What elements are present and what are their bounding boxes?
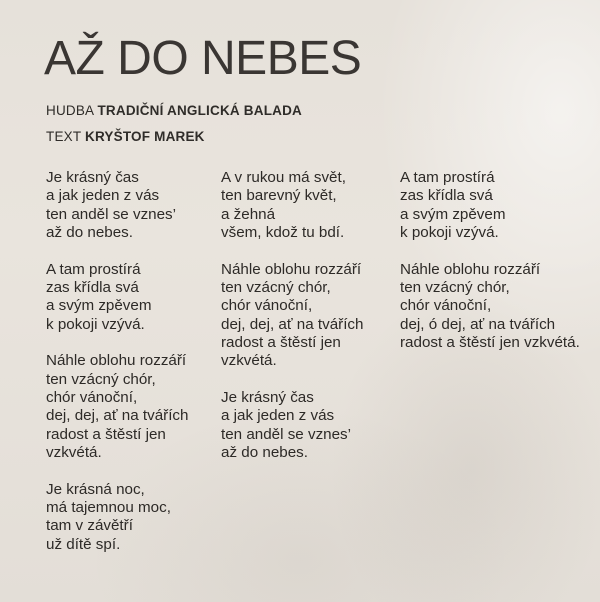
lyrics-column-3: [400, 169, 590, 371]
lyric-line: chór vánoční,: [400, 297, 492, 315]
stanza: [46, 169, 216, 242]
lyric-line: Je krásný čas: [46, 169, 139, 186]
stanza: [400, 261, 590, 352]
lyric-line: k pokoji vzývá.: [46, 315, 145, 333]
lyric-line: chór vánoční,: [46, 388, 138, 406]
stanza: [221, 169, 391, 242]
lyric-line: chór vánoční,: [221, 297, 313, 315]
lyric-line: A v rukou má svět,: [221, 169, 346, 186]
lyrics-credit-label: TEXT: [46, 129, 82, 144]
lyric-line: Náhle oblohu rozzáří: [221, 260, 362, 278]
stanza: [400, 169, 590, 242]
lyric-line: radost a štěstí jen vzkvétá.: [400, 333, 580, 351]
lyric-line: Je krásná noc,: [46, 480, 145, 498]
song-title: AŽ DO NEBES: [44, 32, 362, 85]
lyric-line: radost a štěstí jen: [221, 333, 341, 351]
lyrics-column-2: [221, 169, 391, 481]
music-credit-value: TRADIČNÍ ANGLICKÁ BALADA: [97, 103, 303, 118]
lyric-line: vzkvétá.: [221, 352, 277, 370]
lyric-line: dej, dej, ať na tvářích: [46, 407, 189, 425]
lyric-line: zas křídla svá: [46, 278, 139, 296]
lyric-line: a jak jeden z vás: [46, 187, 160, 205]
lyric-line: k pokoji vzývá.: [400, 223, 499, 241]
stanza: [46, 481, 216, 554]
stanza: [221, 389, 391, 462]
lyric-line: dej, ó dej, ať na tvářích: [400, 315, 556, 333]
lyric-line: A tam prostírá: [46, 260, 141, 278]
lyric-line: ten anděl se vznes’: [46, 205, 177, 223]
lyric-line: dej, dej, ať na tvářích: [221, 315, 364, 333]
lyric-line: a jak jeden z vás: [221, 407, 335, 425]
lyric-line: ten anděl se vznes’: [221, 425, 352, 443]
stanza: [46, 261, 216, 334]
lyric-line: Je krásný čas: [221, 388, 314, 406]
lyric-line: má tajemnou moc,: [46, 498, 171, 516]
lyric-line: A tam prostírá: [400, 169, 495, 186]
lyric-line: radost a štěstí jen: [46, 425, 166, 443]
lyric-line: už dítě spí.: [46, 535, 121, 553]
lyric-line: ten vzácný chór,: [400, 278, 510, 296]
lyric-line: až do nebes.: [221, 443, 308, 461]
lyric-line: až do nebes.: [46, 223, 133, 241]
lyrics-credit-value: KRYŠTOF MAREK: [85, 129, 205, 144]
lyric-line: a svým zpěvem: [400, 205, 506, 223]
lyric-line: Náhle oblohu rozzáří: [46, 352, 187, 370]
lyric-line: ten vzácný chór,: [221, 278, 331, 296]
lyric-line: a žehná: [221, 205, 276, 223]
stanza: [46, 352, 216, 462]
music-credit: [46, 102, 302, 120]
lyric-line: tam v závětří: [46, 517, 133, 535]
lyric-line: vzkvétá.: [46, 443, 102, 461]
stanza: [221, 261, 391, 371]
lyric-line: Náhle oblohu rozzáří: [400, 260, 541, 278]
lyric-line: a svým zpěvem: [46, 297, 152, 315]
lyrics-column-1: [46, 169, 216, 572]
music-credit-label: HUDBA: [46, 103, 94, 118]
lyric-line: ten barevný květ,: [221, 187, 337, 205]
lyrics-credit: [46, 128, 205, 146]
lyric-line: zas křídla svá: [400, 187, 493, 205]
lyric-line: všem, kdož tu bdí.: [221, 223, 345, 241]
lyric-line: ten vzácný chór,: [46, 370, 156, 388]
